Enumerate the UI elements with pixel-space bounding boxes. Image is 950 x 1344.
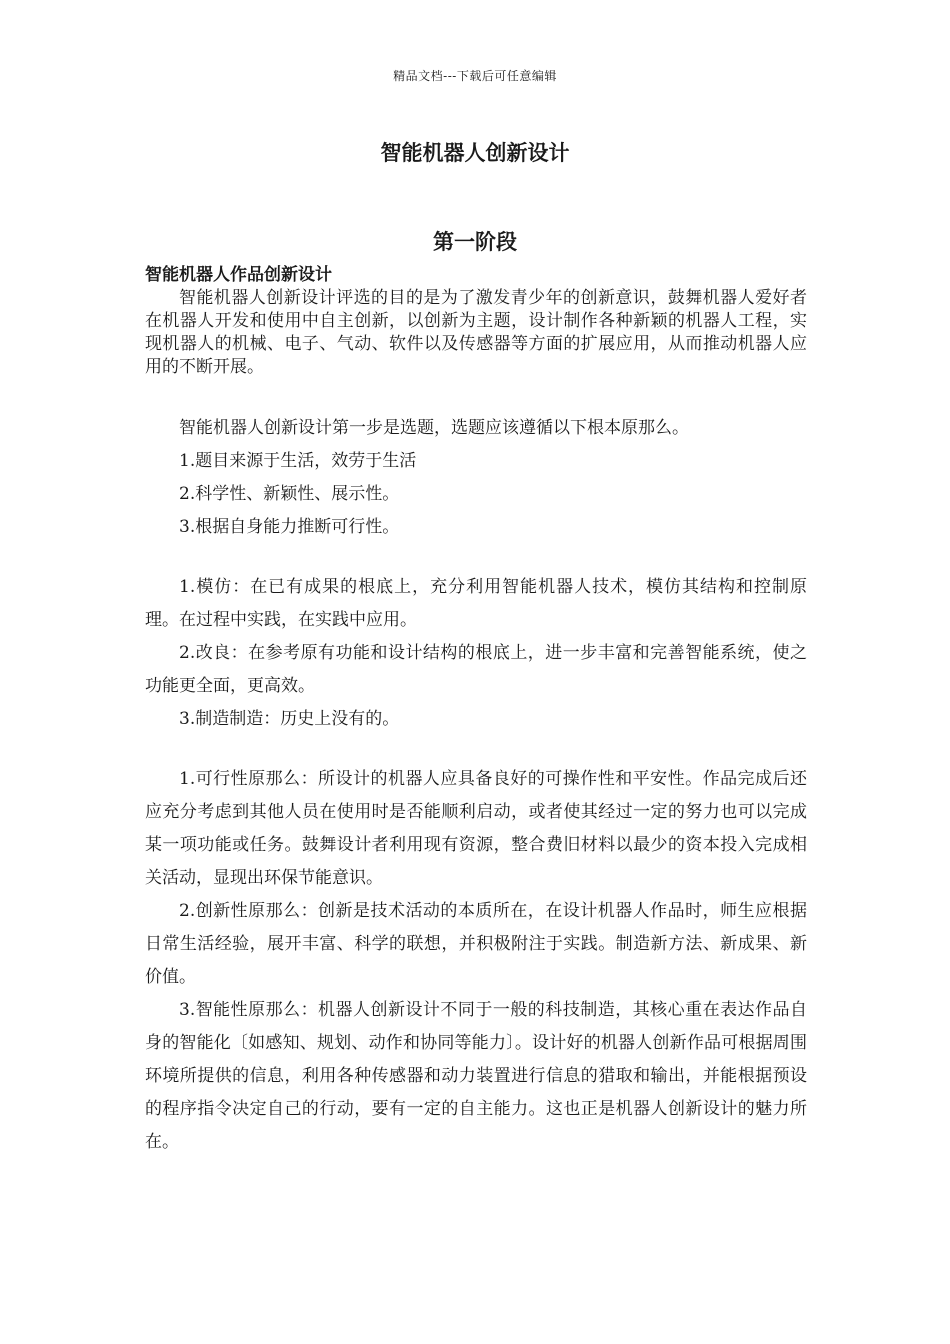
intro-paragraph: 智能机器人创新设计评选的目的是为了激发青少年的创新意识，鼓舞机器人爱好者在机器人开发和使用中自主创新，以创新为主题，设计制作各种新颖的机器人工程，实现机器人的机械、电子、气动、软件以及传感器等方面的扩展应用，从而推动机器人应用的不断开展。 — [145, 288, 807, 377]
method-item: 3.制造制造：历史上没有的。 — [179, 709, 400, 729]
document-title: 智能机器人创新设计 — [380, 141, 570, 165]
section-heading: 智能机器人作品创新设计 — [145, 265, 332, 285]
topic-rule-item: 3.根据自身能力推断可行性。 — [179, 517, 400, 537]
spacer — [145, 736, 807, 763]
topic-rule-item: 1.题目来源于生活，效劳于生活 — [179, 451, 417, 471]
spacer — [145, 379, 807, 412]
method-item: 2.改良：在参考原有功能和设计结构的根底上，进一步丰富和完善智能系统，使之功能更全面，更高效。 — [145, 643, 807, 696]
principle-item: 3.智能性原那么：机器人创新设计不同于一般的科技制造，其核心重在表达作品自身的智能化〔如感知、规划、动作和协同等能力〕。设计好的机器人创新作品可根据周围环境所提供的信息，利用各种传感器和动力装置进行信息的猎取和输出，并能根据预设的程序指令决定自己的行动，要有一定的自主能力。这也正是机器人创新设计的魅力所在。 — [145, 1000, 807, 1152]
topic-rule-item: 2.科学性、新颖性、展示性。 — [179, 484, 400, 504]
page-header-note: 精品文档---下载后可任意编辑 — [393, 69, 557, 83]
topic-intro-paragraph: 智能机器人创新设计第一步是选题，选题应该遵循以下根本原那么。 — [179, 418, 689, 438]
document-body — [145, 264, 807, 1159]
method-item: 1.模仿：在已有成果的根底上，充分利用智能机器人技术，模仿其结构和控制原理。在过程中实践，在实践中应用。 — [145, 577, 807, 630]
principle-item: 2.创新性原那么：创新是技术活动的本质所在，在设计机器人作品时，师生应根据日常生活经验，展开丰富、科学的联想，并积极附注于实践。制造新方法、新成果、新价值。 — [145, 901, 807, 987]
stage-heading: 第一阶段 — [433, 230, 517, 254]
spacer — [145, 544, 807, 571]
principle-item: 1.可行性原那么：所设计的机器人应具备良好的可操作性和平安性。作品完成后还应充分考虑到其他人员在使用时是否能顺利启动，或者使其经过一定的努力也可以完成某一项功能或任务。鼓舞设计者利用现有资源，整合费旧材料以最少的资本投入完成相关活动，显现出环保节能意识。 — [145, 769, 807, 888]
